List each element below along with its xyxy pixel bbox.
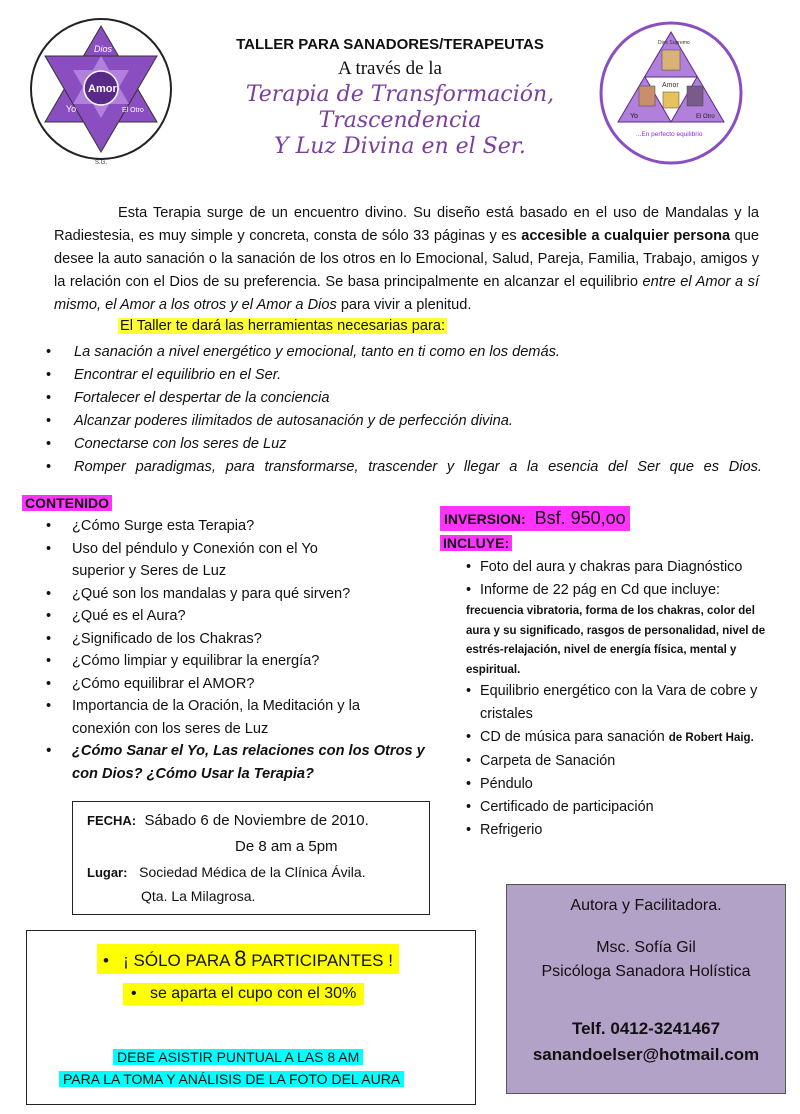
logo2-yo-text: Yo (630, 113, 638, 120)
list-item: • ¿Significado de los Chakras? (38, 628, 428, 651)
intro-italic: entre el Amor a sí mismo, el Amor a los otros y el Amor a Dios (54, 274, 759, 313)
participants-limit: • ¡ SÓLO PARA 8 PARTICIPANTES ! (97, 944, 399, 974)
therapy-name-line1: Terapia de Transformación, (245, 82, 555, 107)
list-item: • Refrigerio (466, 819, 776, 842)
cd-music-author: de Robert Haig. (668, 732, 754, 744)
list-item: • La sanación a nivel energético y emocional, tanto en ti como en los demás. (38, 341, 762, 364)
intro-text-3: para vivir a plenitud. (336, 297, 472, 313)
author-contact-box (506, 884, 786, 1094)
logo-dios-text: Dios (94, 44, 113, 54)
logo-otro-text: El Otro (122, 107, 144, 114)
author-role: Psicóloga Sanadora Holística (541, 963, 751, 980)
punctuality-note-2: PARA LA TOMA Y ANÁLISIS DE LA FOTO DEL AURA (59, 1071, 404, 1087)
list-item: • Uso del péndulo y Conexión con el Yo superior y Seres de Luz (38, 538, 372, 583)
inversion-amount: Bsf. 950,oo (534, 508, 626, 528)
therapy-name-line2: Trascendencia (318, 108, 482, 133)
logo-yo-text: Yo (66, 104, 77, 114)
tools-heading: El Taller te dará las herramientas necesarias para: (120, 318, 446, 334)
logo2-dios-text: Dios Supremo (658, 40, 690, 46)
list-item: • Alcanzar poderes ilimitados de autosanación y de perfección divina. (38, 410, 762, 433)
deposit-note: • se aparta el cupo con el 30% (123, 983, 364, 1005)
list-item: • Encontrar el equilibrio en el Ser. (38, 364, 762, 387)
list-item: • Foto del aura y chakras para Diagnóstico (466, 556, 776, 579)
intro-text-2: que desee la auto sanación o la sanación de los otros en lo Emocional, Salud, Pareja, Familia, Trabajo, amigos y la relación con el Dios de su preferencia. Se basa principalmente en alcanzar el equilibrio (54, 228, 760, 290)
list-item: • ¿Cómo Surge esta Terapia? (38, 515, 428, 538)
participants-text-a: ¡ SÓLO PARA (123, 951, 235, 970)
date-label: FECHA: (87, 813, 137, 828)
location-value-2: Qta. La Milagrosa. (141, 888, 256, 904)
includes-heading: INCLUYE: (440, 535, 512, 551)
author-name: Msc. Sofía Gil (596, 939, 696, 956)
location-value: Sociedad Médica de la Clínica Ávila. (139, 864, 366, 880)
tools-list (38, 341, 762, 479)
date-line (87, 812, 369, 829)
logo-initials: S.G. (95, 160, 108, 164)
author-phone: Telf. 0412-3241467 (571, 1019, 721, 1038)
list-item: • ¿Cómo limpiar y equilibrar la energía? (38, 650, 428, 673)
inversion-heading (440, 506, 630, 531)
list-item: • ¿Qué es el Aura? (38, 605, 428, 628)
date-location-box (72, 801, 430, 915)
list-item: • Informe de 22 pág en Cd que incluye: (466, 579, 776, 602)
contenido-heading: CONTENIDO (22, 495, 112, 511)
list-item: • Importancia de la Oración, la Meditación y la conexión con los seres de Luz (38, 695, 362, 740)
list-item-detail: frecuencia vibratoria, forma de los chakras, color del aura y su significado, rasgos de personalidad, nivel de estrés-relajación, nivel de energía física, mental y espiritual. (466, 605, 766, 676)
logo2-amor-text: Amor (662, 82, 679, 89)
punctuality-note-1: DEBE ASISTIR PUNTUAL A LAS 8 AM (113, 1049, 363, 1065)
workshop-title: TALLER PARA SANADORES/TERAPEUTAS (236, 36, 544, 53)
participants-text-b: PARTICIPANTES ! (246, 951, 393, 970)
author-email: sanandoelser@hotmail.com (532, 1045, 760, 1064)
intro-paragraph (54, 202, 759, 317)
participants-number: 8 (234, 946, 247, 971)
location-line (87, 864, 366, 880)
participants-box (26, 930, 476, 1105)
list-item: • Certificado de participación (466, 796, 776, 819)
list-item: • Fortalecer el despertar de la conciencia (38, 387, 762, 410)
list-item: • Conectarse con los seres de Luz (38, 433, 762, 456)
logo-amor-text: Amor (88, 83, 117, 95)
logo2-motto: ...En perfecto equilibrio (636, 131, 703, 138)
includes-list (466, 556, 776, 842)
list-item: • Carpeta de Sanación (466, 750, 776, 773)
list-item: • ¿Qué son los mandalas y para qué sirven? (38, 583, 428, 606)
author-title: Autora y Facilitadora. (570, 897, 722, 914)
intro-text-1: Esta Terapia surge de un encuentro divino. Su diseño está basado en el uso de Mandalas y la Radiestesia, es muy simple y concreta, consta de sólo 33 páginas y es (54, 205, 759, 244)
list-item: • Péndulo (466, 773, 776, 796)
time-value: De 8 am a 5pm (235, 838, 338, 855)
contenido-list (38, 515, 428, 785)
inversion-label: INVERSION: (444, 511, 526, 527)
cd-music-text: CD de música para sanación (480, 729, 665, 745)
workshop-subtitle: A través de la (338, 58, 442, 79)
therapy-name-line3: Y Luz Divina en el Ser. (274, 134, 526, 159)
list-item: • Equilibrio energético con la Vara de cobre y cristales (466, 680, 770, 726)
deposit-text: se aparta el cupo con el 30% (149, 985, 357, 1002)
location-label: Lugar: (87, 865, 128, 880)
intro-bold: accesible a cualquier persona (521, 228, 731, 244)
list-item: • ¿Cómo Sanar el Yo, Las relaciones con los Otros y con Dios? ¿Cómo Usar la Terapia? (38, 740, 428, 785)
list-item (466, 726, 776, 750)
logo2-otro-text: El Otro (696, 114, 715, 120)
list-item: • Romper paradigmas, para transformarse, trascender y llegar a la esencia del Ser que es Dios. (38, 456, 762, 479)
date-value: Sábado 6 de Noviembre de 2010. (144, 812, 369, 829)
list-item: • ¿Cómo equilibrar el AMOR? (38, 673, 428, 696)
